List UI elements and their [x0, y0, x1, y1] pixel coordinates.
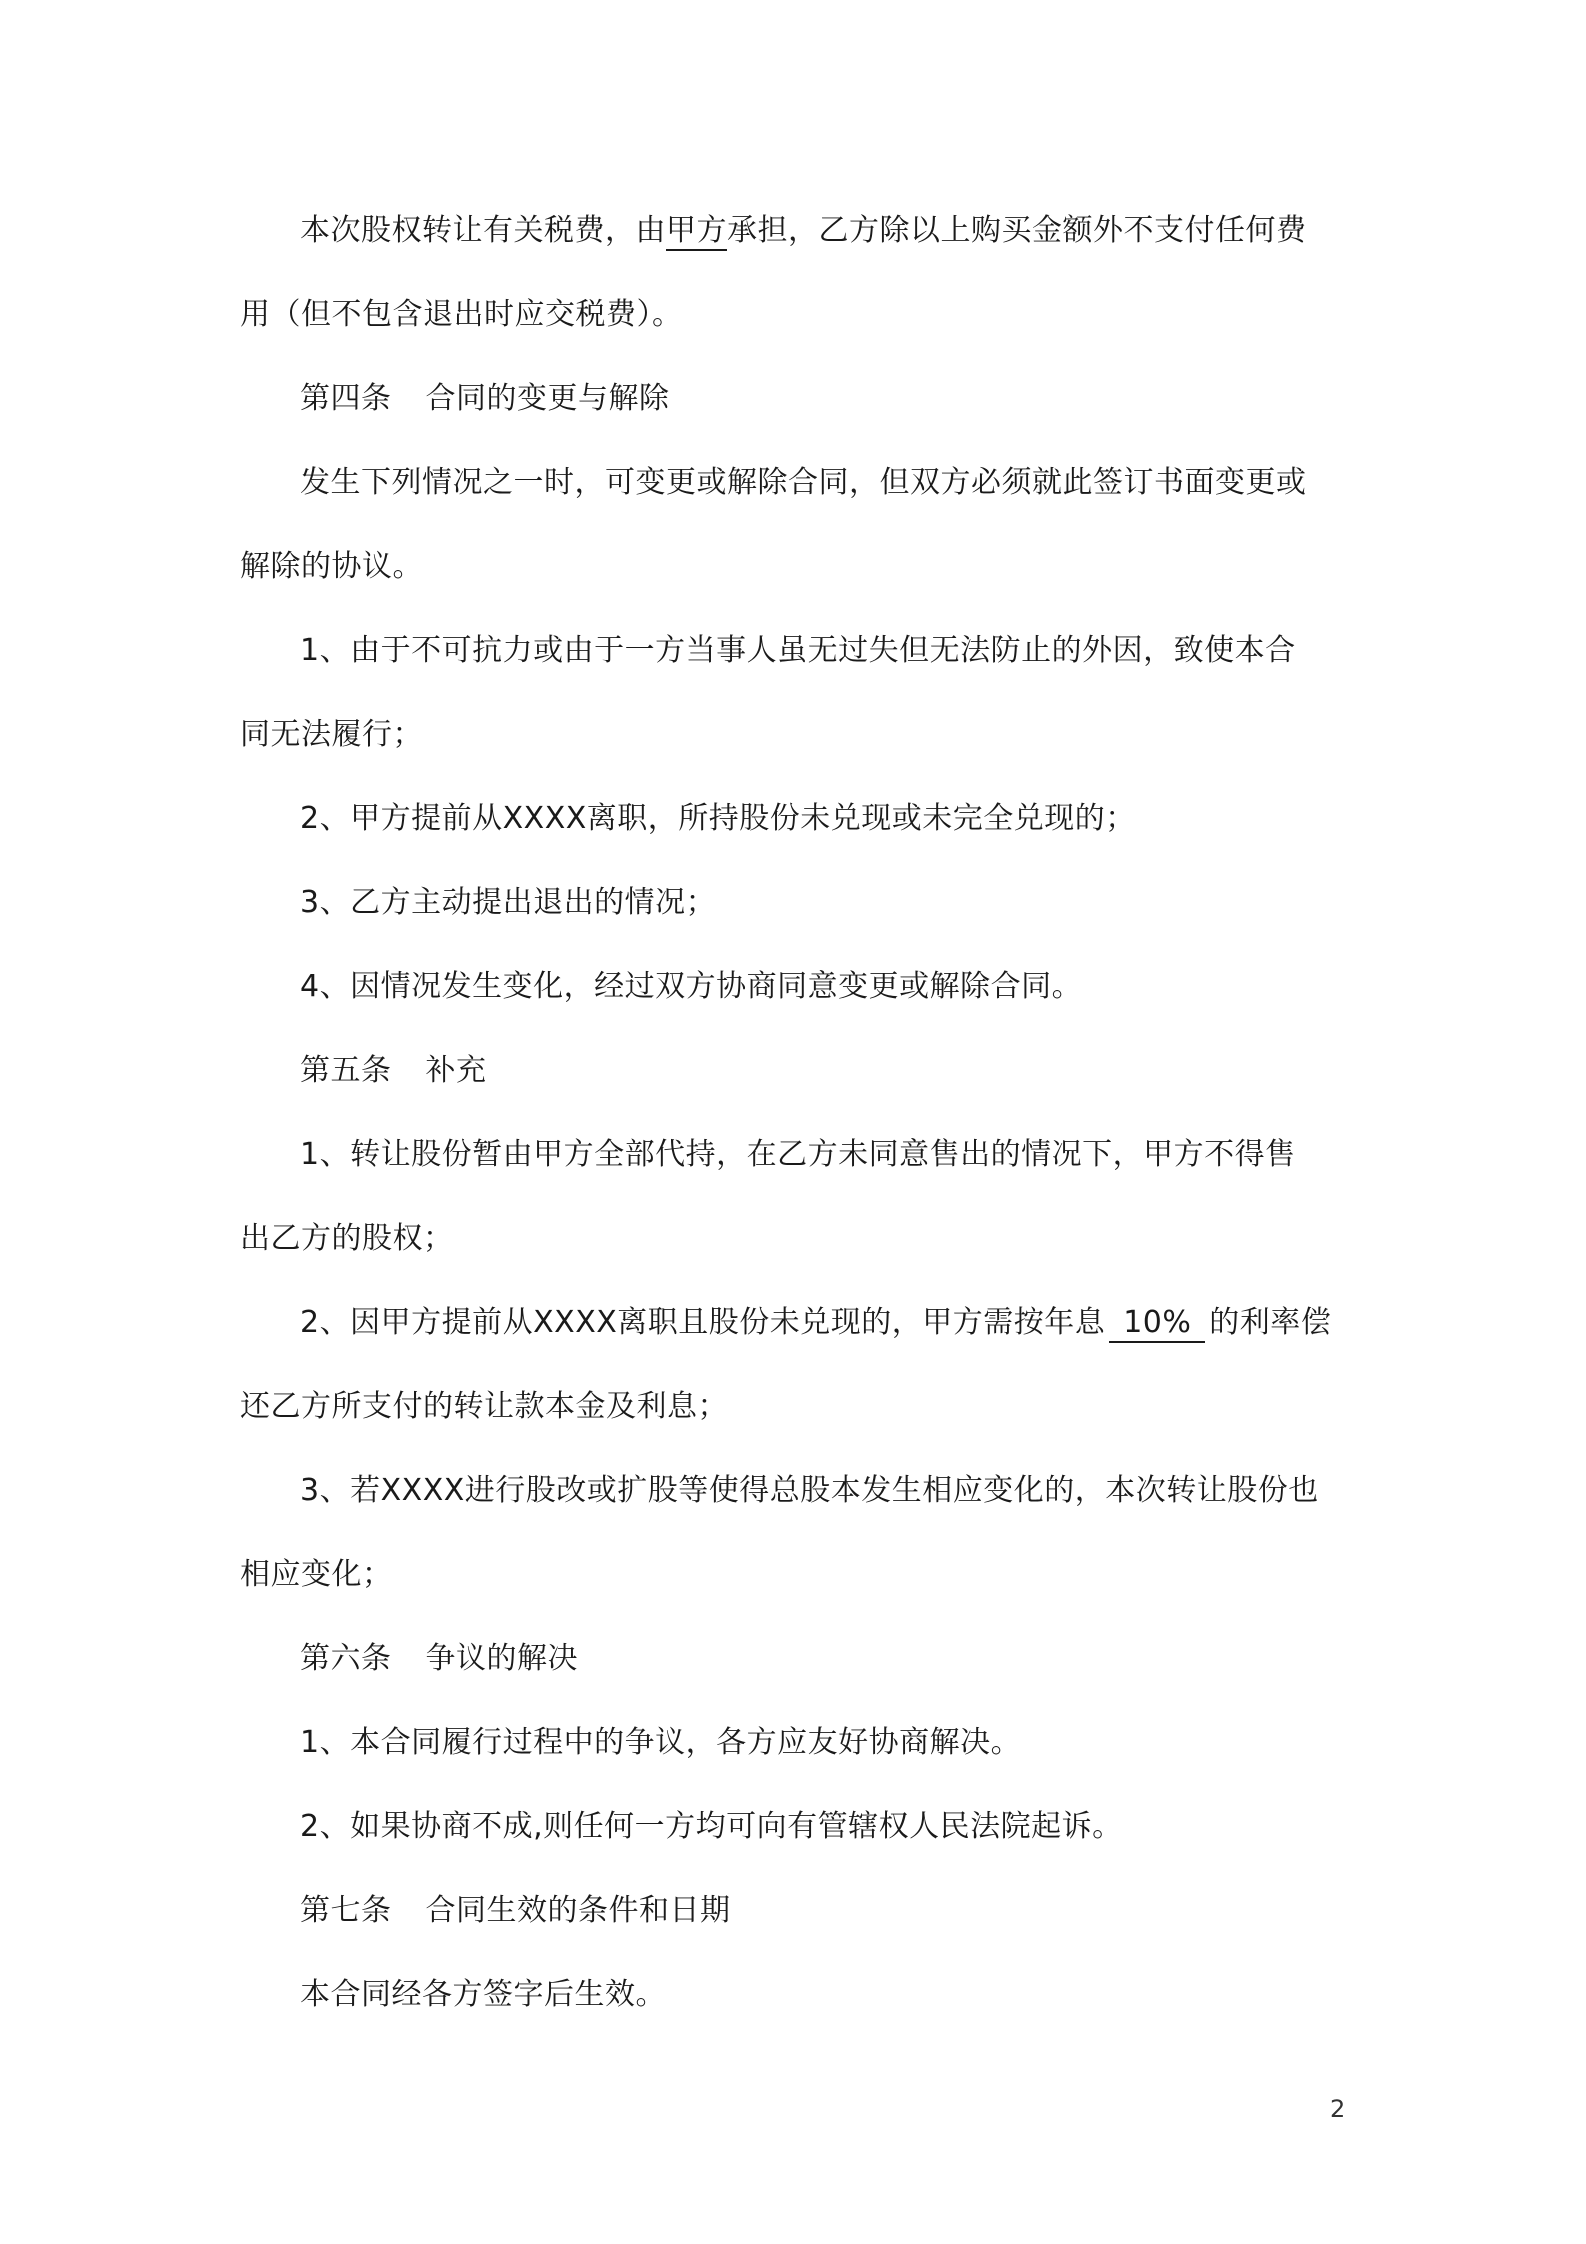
- article-4-heading: [300, 378, 670, 420]
- interest-rate-blank: 10%: [1109, 1305, 1205, 1343]
- article-5-item-3-line-1: 3、若XXXX进行股改或扩股等使得总股本发生相应变化的，本次转让股份也: [300, 1473, 1319, 1508]
- interest-text-after: 的利率偿: [1209, 1305, 1332, 1340]
- article-6-item-1: 1、本合同履行过程中的争议，各方应友好协商解决。: [300, 1725, 1022, 1760]
- tax-text-before: 本次股权转让有关税费，由: [300, 213, 666, 248]
- article-7-number: 第七条: [300, 1893, 392, 1928]
- article-7-heading: [300, 1890, 731, 1932]
- interest-text-before: 2、因甲方提前从XXXX离职且股份未兑现的，甲方需按年息: [300, 1305, 1106, 1340]
- article-6-heading: [300, 1638, 578, 1680]
- page-number: 2: [1330, 2095, 1346, 2123]
- paragraph-change-line-2: 解除的协议。: [240, 549, 423, 584]
- article-5-title: 补充: [425, 1053, 487, 1088]
- paragraph-tax-line-2: 用（但不包含退出时应交税费）。: [240, 297, 683, 332]
- article-7-title: 合同生效的条件和日期: [425, 1893, 731, 1928]
- article-5-heading: [300, 1050, 487, 1092]
- article-5-item-2-line-2: 还乙方所支付的转让款本金及利息；: [240, 1389, 728, 1424]
- article-4-item-1-line-1: 1、由于不可抗力或由于一方当事人虽无过失但无法防止的外因，致使本合: [300, 633, 1296, 668]
- article-4-item-3: 3、乙方主动提出退出的情况；: [300, 885, 717, 920]
- article-6-title: 争议的解决: [425, 1641, 578, 1676]
- paragraph-change-line-1: 发生下列情况之一时，可变更或解除合同，但双方必须就此签订书面变更或: [300, 465, 1307, 500]
- tax-bearer-blank: 甲方: [666, 213, 727, 251]
- article-4-item-1-line-2: 同无法履行；: [240, 717, 423, 752]
- article-4-item-2: 2、甲方提前从XXXX离职，所持股份未兑现或未完全兑现的；: [300, 801, 1136, 836]
- article-5-number: 第五条: [300, 1053, 392, 1088]
- article-5-item-1-line-1: 1、转让股份暂由甲方全部代持，在乙方未同意售出的情况下，甲方不得售: [300, 1137, 1296, 1172]
- paragraph-tax-line-1: [300, 210, 1307, 252]
- article-4-title: 合同的变更与解除: [425, 381, 670, 416]
- tax-text-after: 承担，乙方除以上购买金额外不支付任何费: [727, 213, 1307, 248]
- article-5-item-2-line-1: [300, 1302, 1331, 1344]
- article-6-item-2: 2、如果协商不成,则任何一方均可向有管辖权人民法院起诉。: [300, 1809, 1123, 1844]
- article-5-item-1-line-2: 出乙方的股权；: [240, 1221, 454, 1256]
- article-6-number: 第六条: [300, 1641, 392, 1676]
- article-7-text: 本合同经各方签字后生效。: [300, 1977, 666, 2012]
- article-4-item-4: 4、因情况发生变化，经过双方协商同意变更或解除合同。: [300, 969, 1083, 1004]
- article-4-number: 第四条: [300, 381, 392, 416]
- article-5-item-3-line-2: 相应变化；: [240, 1557, 393, 1592]
